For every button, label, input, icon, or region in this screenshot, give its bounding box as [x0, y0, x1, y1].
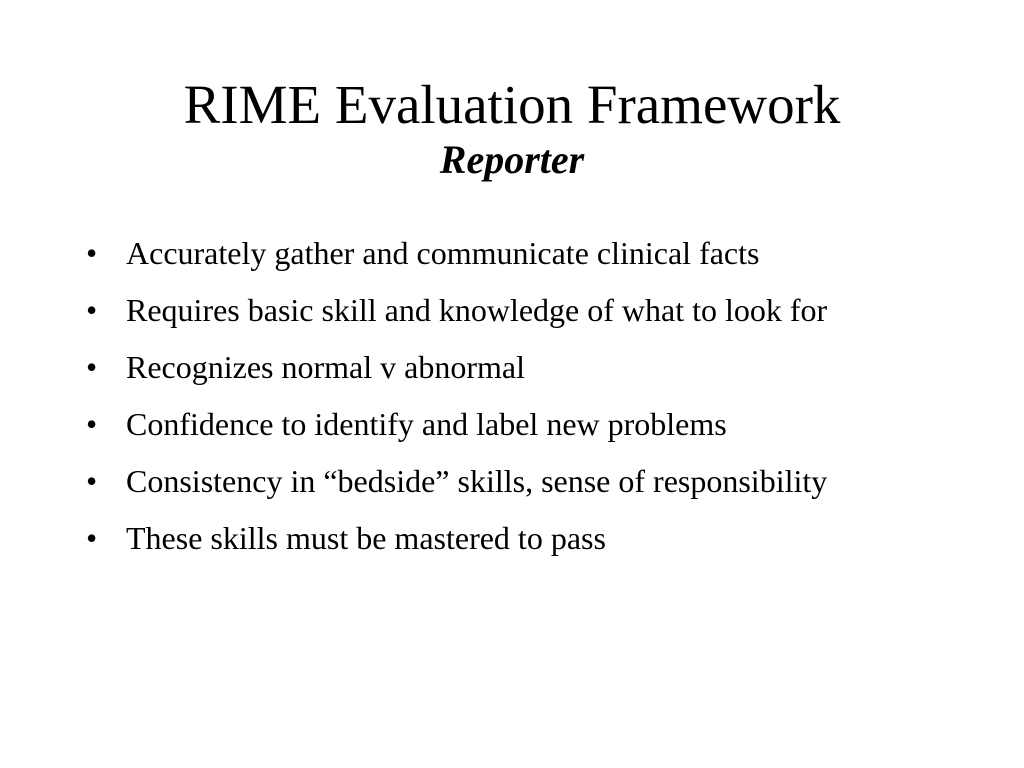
bullet-icon: • [86, 235, 98, 271]
slide-subtitle: Reporter [439, 137, 585, 182]
bullet-icon: • [86, 292, 98, 328]
bullet-item [86, 287, 946, 333]
bullet-item [86, 401, 946, 447]
slide-title: RIME Evaluation Framework [183, 74, 841, 135]
bullet-text: Confidence to identify and label new problems [126, 406, 727, 442]
bullet-icon: • [86, 406, 98, 442]
bullet-item [86, 344, 946, 390]
bullet-icon: • [86, 520, 98, 556]
bullet-text: Requires basic skill and knowledge of what to look for [126, 292, 828, 328]
bullet-item [86, 230, 946, 276]
bullet-list [86, 230, 946, 572]
bullet-text: Accurately gather and communicate clinical facts [126, 235, 760, 271]
bullet-item [86, 458, 946, 504]
bullet-icon: • [86, 463, 98, 499]
title-block [0, 72, 1024, 184]
bullet-icon: • [86, 349, 98, 385]
bullet-text: These skills must be mastered to pass [126, 520, 606, 556]
bullet-text: Consistency in “bedside” skills, sense of responsibility [126, 463, 828, 499]
bullet-text: Recognizes normal v abnormal [126, 349, 525, 385]
bullet-item [86, 515, 946, 561]
